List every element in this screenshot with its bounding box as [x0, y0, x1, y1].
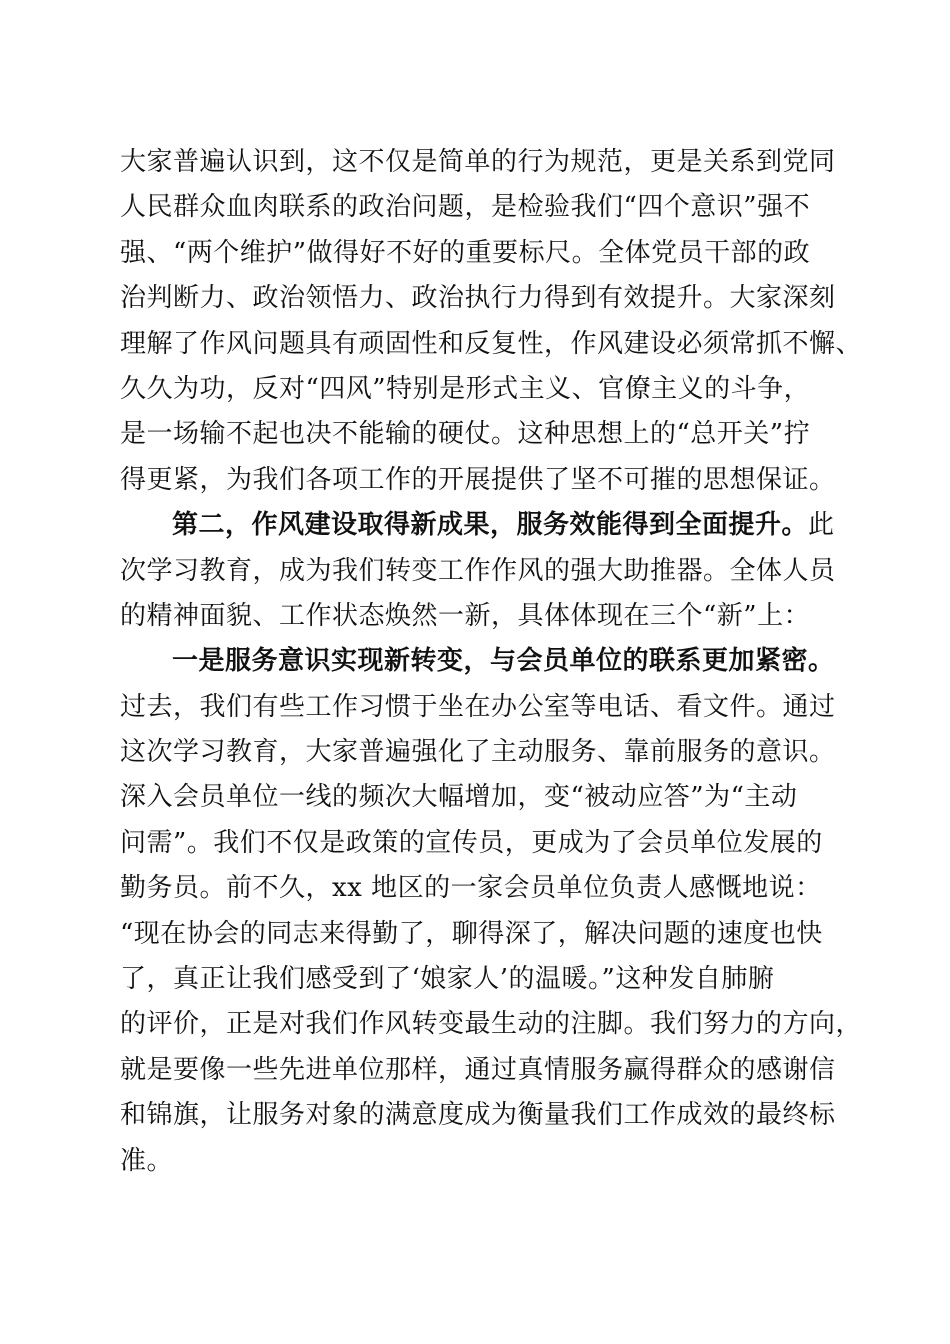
paragraph-line: 深入会员单位一线的频次大幅增加，变“被动应答”为“主动	[120, 782, 798, 813]
point-1-heading: 一是服务意识实现新转变，与会员单位的联系更加紧密。	[172, 646, 835, 677]
paragraph-line: 人民群众血肉联系的政治问题，是检验我们“四个意识”强不	[120, 192, 811, 223]
paragraph-line: “现在协会的同志来得勤了，聊得深了，解决问题的速度也快	[120, 918, 823, 949]
paragraph-line: 久久为功，反对“四风”特别是形式主义、官僚主义的斗争，	[120, 373, 811, 404]
point-1-heading-line	[120, 639, 840, 684]
paragraph-line: 治判断力、政治领悟力、政治执行力得到有效提升。大家深刻	[120, 283, 836, 314]
section-2-heading: 第二，作风建设取得新成果，服务效能得到全面提升。	[172, 510, 809, 541]
section-2-heading-line	[120, 503, 840, 548]
paragraph-line: 是一场输不起也决不能输的硬仗。这种思想上的“总开关”拧	[120, 419, 811, 450]
paragraph-line: 强、“两个维护”做得好不好的重要标尺。全体党员干部的政	[120, 237, 811, 268]
paragraph-line: 就是要像一些先进单位那样，通过真情服务赢得群众的感谢信	[120, 1054, 836, 1085]
paragraph-line: 问需”。我们不仅是政策的宣传员，更成为了会员单位发展的	[120, 827, 823, 858]
paragraph-line: 理解了作风问题具有顽固性和反复性，作风建设必须常抓不懈、	[120, 328, 863, 359]
paragraph-line: 次学习教育，成为我们转变工作作风的强大助推器。全体人员	[120, 555, 836, 586]
paragraph-line: 这次学习教育，大家普遍强化了主动服务、靠前服务的意识。	[120, 737, 836, 768]
paragraph-line: 和锦旗，让服务对象的满意度成为衡量我们工作成效的最终标	[120, 1100, 836, 1131]
section-2-heading-tail: 此	[808, 510, 835, 541]
paragraph-line: 得更紧，为我们各项工作的开展提供了坚不可摧的思想保证。	[120, 464, 836, 495]
paragraph-line: 勤务员。前不久，xx 地区的一家会员单位负责人感慨地说：	[120, 873, 822, 904]
paragraph-line: 大家普遍认识到，这不仅是简单的行为规范，更是关系到党同	[120, 147, 836, 177]
paragraph-line: 的评价，正是对我们作风转变最生动的注脚。我们努力的方向，	[120, 1009, 863, 1040]
document-body	[120, 140, 863, 1184]
paragraph-line: 了，真正让我们感受到了‘娘家人’的温暖。”这种发自肺腑	[120, 964, 775, 995]
paragraph-line: 过去，我们有些工作习惯于坐在办公室等电话、看文件。通过	[120, 691, 836, 722]
paragraph-line: 的精神面貌、工作状态焕然一新，具体体现在三个“新”上：	[120, 600, 811, 631]
paragraph-line: 准。	[120, 1145, 174, 1176]
